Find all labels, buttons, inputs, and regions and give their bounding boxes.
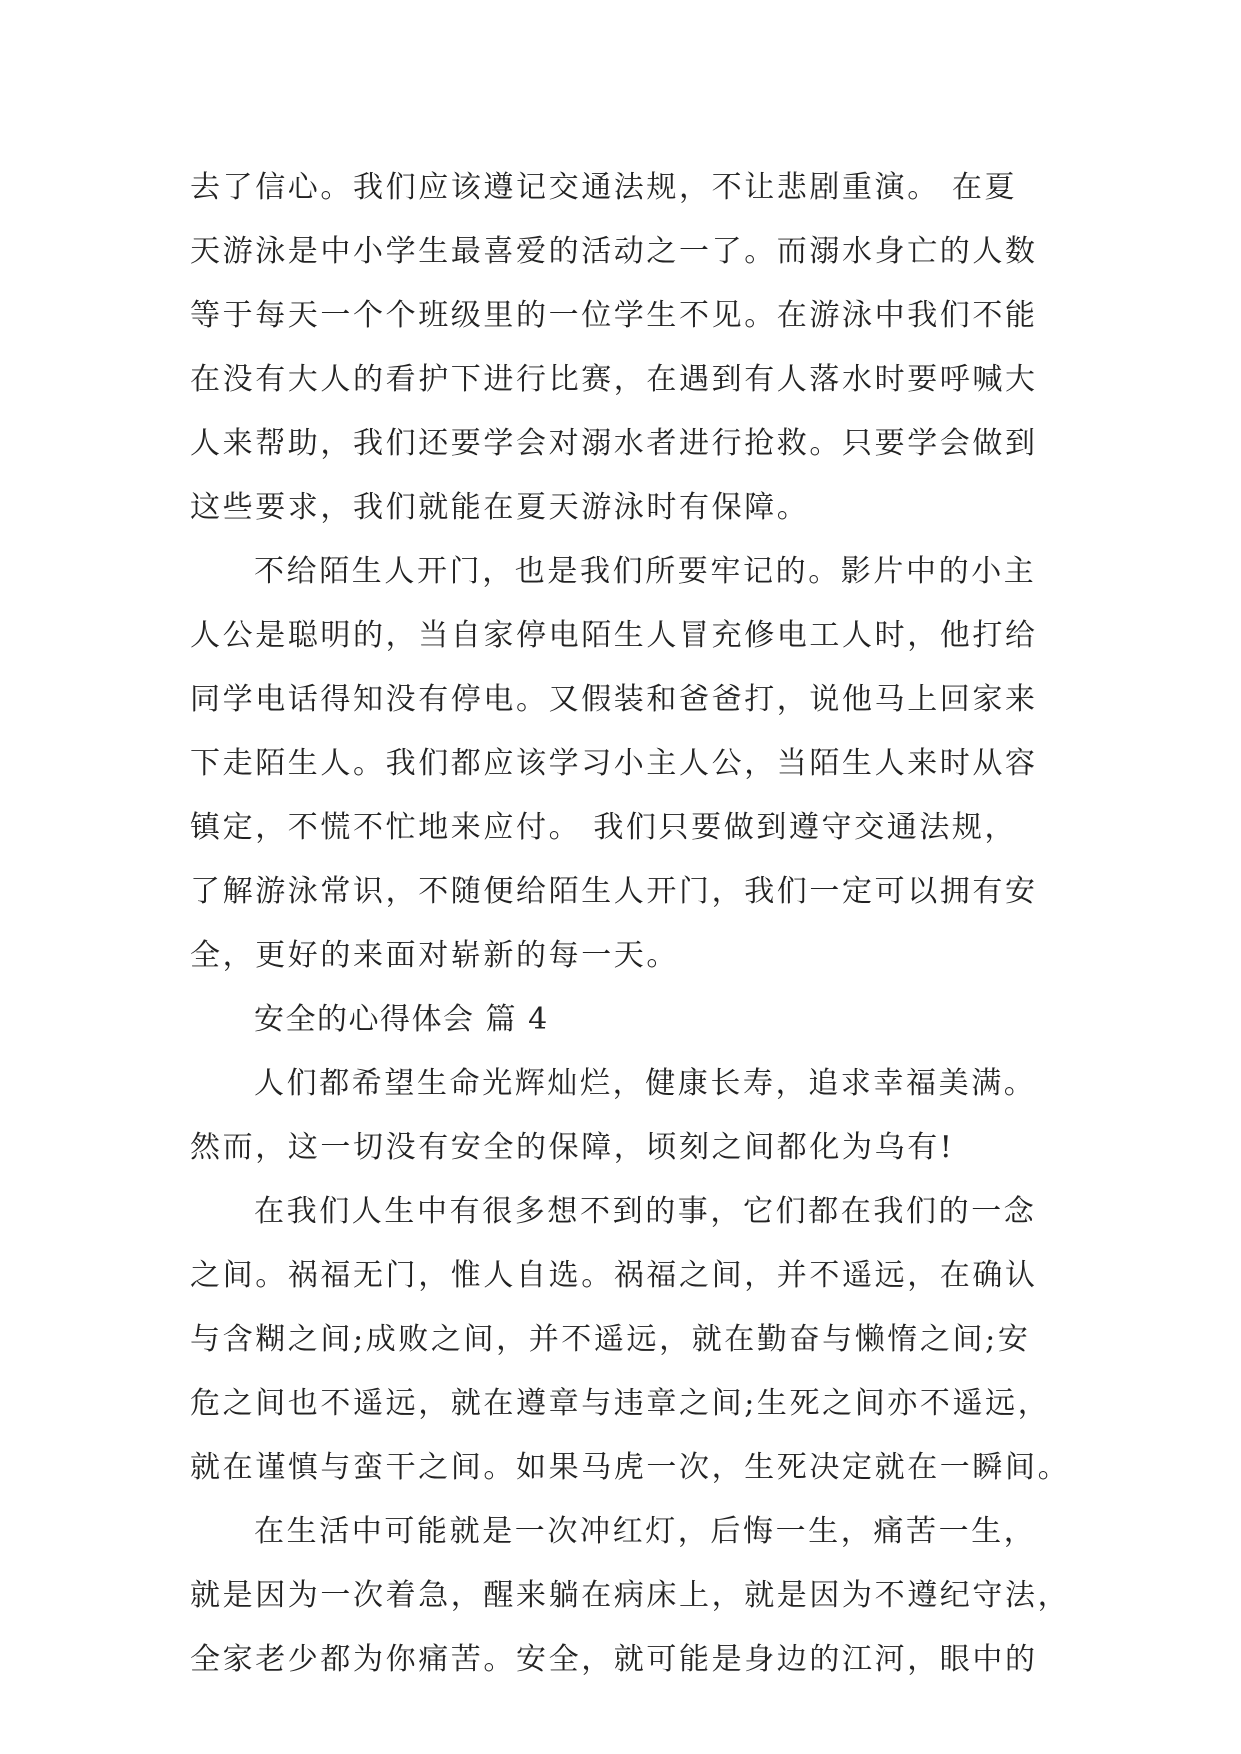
text-line: 之间。祸福无门，惟人自选。祸福之间，并不遥远，在确认 xyxy=(190,1258,1038,1293)
text-line: 等于每天一个个班级里的一位学生不见。在游泳中我们不能 xyxy=(190,298,1038,333)
text-line: 然而，这一切没有安全的保障，顷刻之间都化为乌有! xyxy=(190,1130,955,1165)
section-heading: 安全的心得体会 篇 4 xyxy=(254,1002,549,1037)
text-line: 同学电话得知没有停电。又假装和爸爸打，说他马上回家来 xyxy=(190,682,1038,717)
text-line: 危之间也不遥远，就在遵章与违章之间;生死之间亦不遥远， xyxy=(190,1386,1051,1421)
text-line: 了解游泳常识，不随便给陌生人开门，我们一定可以拥有安 xyxy=(190,874,1038,909)
paragraph-1 xyxy=(190,156,1070,540)
paragraph-3 xyxy=(190,1052,1070,1180)
text-line: 与含糊之间;成败之间，并不遥远，就在勤奋与懒惰之间;安 xyxy=(190,1322,1031,1357)
text-line: 人来帮助，我们还要学会对溺水者进行抢救。只要学会做到 xyxy=(190,426,1038,461)
text-line: 就在谨慎与蛮干之间。如果马虎一次，生死决定就在一瞬间。 xyxy=(190,1450,1071,1485)
text-line: 人公是聪明的，当自家停电陌生人冒充修电工人时，他打给 xyxy=(190,618,1038,653)
text-line: 这些要求，我们就能在夏天游泳时有保障。 xyxy=(190,490,810,525)
text-line: 不给陌生人开门，也是我们所要牢记的。影片中的小主 xyxy=(254,554,1037,589)
text-line: 镇定，不慌不忙地来应付。 我们只要做到遵守交通法规， xyxy=(190,810,1018,845)
text-line: 全家老少都为你痛苦。安全，就可能是身边的江河，眼中的 xyxy=(190,1642,1038,1677)
text-line: 人们都希望生命光辉灿烂，健康长寿，追求幸福美满。 xyxy=(254,1066,1037,1101)
paragraph-2 xyxy=(190,540,1070,988)
document-body xyxy=(190,156,1070,1692)
text-line: 在生活中可能就是一次冲红灯，后悔一生，痛苦一生， xyxy=(254,1514,1037,1549)
text-line: 去了信心。我们应该遵记交通法规，不让悲剧重演。 在夏 xyxy=(190,170,1018,205)
text-line: 天游泳是中小学生最喜爱的活动之一了。而溺水身亡的人数 xyxy=(190,234,1038,269)
text-line: 在没有大人的看护下进行比赛，在遇到有人落水时要呼喊大 xyxy=(190,362,1038,397)
text-line: 就是因为一次着急，醒来躺在病床上，就是因为不遵纪守法， xyxy=(190,1578,1071,1613)
text-line: 全，更好的来面对崭新的每一天。 xyxy=(190,938,679,973)
text-line: 下走陌生人。我们都应该学习小主人公，当陌生人来时从容 xyxy=(190,746,1038,781)
text-line: 在我们人生中有很多想不到的事，它们都在我们的一念 xyxy=(254,1194,1037,1229)
paragraph-5 xyxy=(190,1500,1070,1692)
paragraph-4 xyxy=(190,1180,1070,1500)
